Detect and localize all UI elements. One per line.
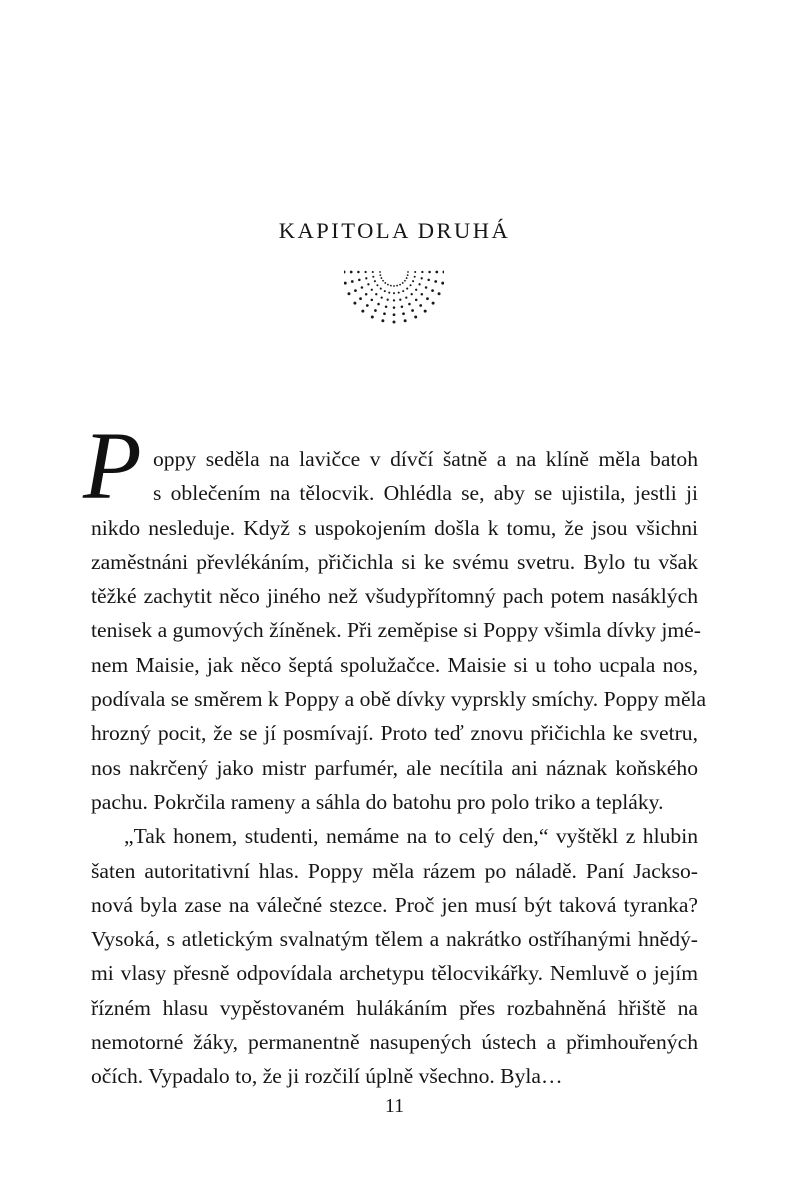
page-number: 11 bbox=[384, 1095, 405, 1117]
text-line: nem Maisie, jak něco šeptá spolužačce. Maisie si u toho ucpala nos, bbox=[91, 652, 698, 677]
text-line: zaměstnáni převlékáním, přičichla si ke svému svetru. Bylo tu však bbox=[91, 549, 698, 574]
text-line: hrozný pocit, že se jí posmívají. Proto teď znovu přičichla ke svetru, bbox=[91, 721, 698, 746]
text-line: řízném hlasu vypěstovaném hulákáním přes rozbahněná hřiště na bbox=[91, 995, 698, 1020]
text-line: nová byla zase na válečné stezce. Proč jen musí být taková tyranka? bbox=[91, 892, 698, 917]
text-line: nos nakrčený jako mistr parfumér, ale necítila ani náznak koňského bbox=[91, 755, 698, 780]
text-line: Vysoká, s atletickým svalnatým tělem a nakrátko ostříhanými hnědý- bbox=[91, 927, 698, 952]
dotted-sunburst-ornament-icon bbox=[344, 268, 444, 324]
text-line: pachu. Pokrčila rameny a sáhla do batohu pro polo triko a tepláky. bbox=[91, 789, 664, 814]
text-line: očích. Vypadalo to, že ji rozčilí úplně všechno. Byla… bbox=[91, 1064, 563, 1089]
text-line: šaten autoritativní hlas. Poppy měla rázem po náladě. Paní Jackso- bbox=[91, 858, 698, 883]
chapter-title: KAPITOLA DRUHÁ bbox=[278, 218, 511, 243]
drop-cap-letter: P bbox=[83, 412, 142, 519]
text-line: „Tak honem, studenti, nemáme na to celý den,“ vyštěkl z hlubin bbox=[124, 824, 698, 849]
drop-cap bbox=[83, 412, 161, 519]
paragraph-2 bbox=[91, 819, 698, 1093]
text-line: nemotorné žáky, permanentně nasupených ústech a přimhouřených bbox=[91, 1030, 698, 1055]
text-line: mi vlasy přesně odpovídala archetypu tělocvikářky. Nemluvě o jejím bbox=[91, 961, 698, 986]
text-line: nikdo nesleduje. Když s uspokojením došla k tomu, že jsou všichni bbox=[91, 515, 698, 540]
text-line: oppy seděla na lavičce v dívčí šatně a na klíně měla batoh bbox=[153, 447, 698, 471]
text-line: s oblečením na tělocvik. Ohlédla se, aby se ujistila, jestli ji bbox=[153, 481, 698, 506]
text-line: těžké zachytit něco jiného než všudypřítomný pach potem nasáklých bbox=[91, 584, 698, 609]
paragraph-1 bbox=[91, 442, 707, 819]
text-line: podívala se směrem k Poppy a obě dívky vyprskly smíchy. Poppy měla bbox=[91, 687, 707, 712]
body-text bbox=[83, 412, 707, 1094]
text-line: tenisek a gumových žíněnek. Při zeměpise si Poppy všimla dívky jmé- bbox=[91, 618, 701, 643]
